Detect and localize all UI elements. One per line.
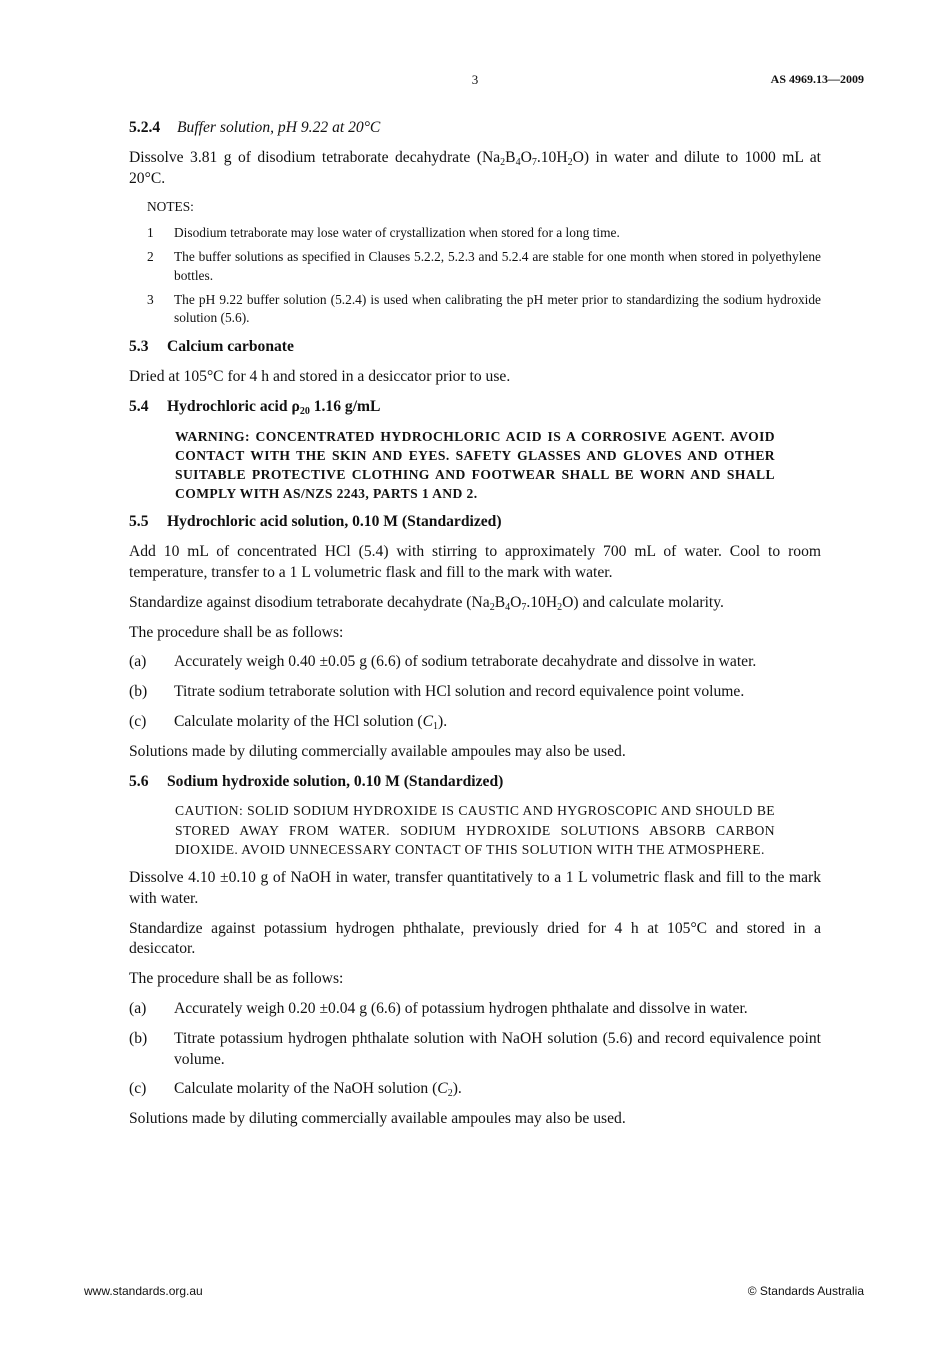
warning-text: WARNING: CONCENTRATED HYDROCHLORIC ACID IS A CORROSIVE AGENT. AVOID CONTACT WITH THE SKIN AND EYES. SAFETY GLASSES AND GLOVES AND OTHER SUITABLE PROTECTIVE CLOTHING AND FOOTWEAR SHALL BE WORN AND SHALL COMPLY WITH AS/NZS 2243, PARTS 1 AND 2. xyxy=(175,428,775,502)
footer-website-link[interactable]: www.standards.org.au xyxy=(84,1284,203,1298)
section-title: Calcium carbonate xyxy=(167,338,294,356)
paragraph-naoh-dissolve: Dissolve 4.10 ±0.10 g of NaOH in water, transfer quantitatively to a 1 L volumetric flask and fill to the mark with water. xyxy=(129,868,821,907)
paragraph-calcium-carbonate: Dried at 105°C for 4 h and stored in a desiccator prior to use. xyxy=(129,367,511,385)
caution-text: CAUTION: SOLID SODIUM HYDROXIDE IS CAUSTIC AND HYGROSCOPIC AND SHOULD BE STORED AWAY FROM WATER. SODIUM HYDROXIDE SOLUTIONS ABSORB CARBON DIOXIDE. AVOID UNNECESSARY CONTACT OF THIS SOLUTION WITH THE ATMOSPHERE. xyxy=(175,803,775,857)
paragraph-hcl-standardize: Standardize against disodium tetraborate decahydrate $(Na_2B_4O_7.10H_2O)$ and calculate molarity. xyxy=(129,593,724,613)
notes-label: NOTES: xyxy=(147,199,194,215)
list-item: (a) Accurately weigh 0.40 ±0.05 g (6.6) of sodium tetraborate decahydrate and dissolve in water. xyxy=(129,653,757,671)
heading-5-2-4 xyxy=(129,118,821,139)
section-title: Hydrochloric acid $\rho_{20}$ 1.16 g/mL xyxy=(167,397,381,417)
page-number: 3 xyxy=(471,72,479,87)
section-title: Buffer solution, pH 9.22 at 20°C xyxy=(177,119,381,136)
list-item: (b) Titrate potassium hydrogen phthalate solution with NaOH solution (5.6) and record equivalence point volume. xyxy=(129,1029,821,1068)
paragraph-hcl-add: Add 10 mL of concentrated HCl (5.4) with stirring to approximately 700 mL of water. Cool to room temperature, transfer to a 1 L volumetric flask and fill to the mark with water. xyxy=(129,543,821,581)
footer-copyright: © Standards Australia xyxy=(747,1284,864,1298)
section-number: 5.5 xyxy=(129,513,149,531)
list-item: (b) Titrate sodium tetraborate solution with HCl solution and record equivalence point volume. xyxy=(129,683,745,701)
note-item: 1 Disodium tetraborate may lose water of crystallization when stored for a long time. xyxy=(147,225,620,241)
heading-5-6 xyxy=(129,772,821,793)
heading-5-4 xyxy=(129,397,821,418)
section-number: 5.4 xyxy=(129,397,149,415)
list-item: (c) Calculate molarity of the HCl solution $(C_1)$. xyxy=(129,712,448,732)
paragraph-ampoules: Solutions made by diluting commercially available ampoules may also be used. xyxy=(129,742,626,760)
paragraph-procedure-intro: The procedure shall be as follows: xyxy=(129,970,344,988)
paragraph-naoh-standardize: Standardize against potassium hydrogen phthalate, previously dried for 4 h at 105°C and stored in a desiccator. xyxy=(129,919,821,958)
paragraph-ampoules: Solutions made by diluting commercially available ampoules may also be used. xyxy=(129,1110,626,1128)
note-item: 3 The pH 9.22 buffer solution (5.2.4) is used when calibrating the pH meter prior to standardizing the sodium hydroxide solution (5.6). xyxy=(147,291,821,326)
paragraph-buffer-dissolve: Dissolve 3.81 g of disodium tetraborate decahydrate $(Na_2B_4O_7.10H_2O)$ in water and dilute to 1000 mL at 20°C. xyxy=(129,148,822,187)
section-number: 5.3 xyxy=(129,338,149,356)
paragraph-procedure-intro: The procedure shall be as follows: xyxy=(129,623,344,641)
section-number: 5.2.4 xyxy=(129,119,161,136)
section-title: Sodium hydroxide solution, 0.10 M (Standardized) xyxy=(167,772,504,790)
heading-5-5 xyxy=(129,512,821,533)
section-title: Hydrochloric acid solution, 0.10 M (Standardized) xyxy=(167,513,502,531)
note-item: 2 The buffer solutions as specified in Clauses 5.2.2, 5.2.3 and 5.2.4 are stable for one month when stored in polyethylene bottles. xyxy=(147,248,821,283)
document-id: AS 4969.13—2009 xyxy=(770,72,864,86)
document-body xyxy=(129,118,821,1139)
section-number: 5.6 xyxy=(129,772,149,790)
heading-5-3 xyxy=(129,337,821,358)
list-item: (c) Calculate molarity of the NaOH solution $(C_2)$. xyxy=(129,1080,462,1100)
notes-block xyxy=(147,198,821,328)
list-item: (a) Accurately weigh 0.20 ±0.04 g (6.6) of potassium hydrogen phthalate and dissolve in water. xyxy=(129,999,748,1017)
